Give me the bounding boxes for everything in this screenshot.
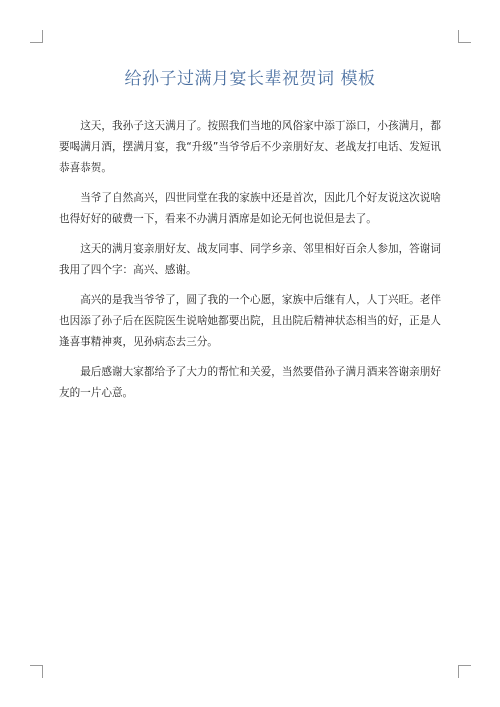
paragraph-5: 最后感谢大家都给予了大力的帮忙和关爱，当然要借孙子满月酒来答谢亲朋好友的一片心意。 (59, 366, 441, 399)
paragraph-4: 高兴的是我当爷爷了，圆了我的一个心愿，家族中后继有人，人丁兴旺。老伴也因添了孙子后在医院医生说啥她都要出院，且出院后精神状态相当的好，正是人逢喜事精神爽，见孙病态去三分。 (59, 294, 441, 348)
paragraph-2: 当爷了自然高兴，四世同堂在我的家族中还是首次，因此几个好友说这次说啥也得好好的破费一下，看来不办满月酒席是如论无何也说但是去了。 (59, 192, 441, 225)
document-title: 给孙子过满月宴长辈祝贺词 模板 (124, 69, 376, 89)
paragraph-1: 这天，我孙子这天满月了。按照我们当地的风俗家中添丁添口，小孩满月，都要喝满月酒，摆满月宴，我“升级”当爷爷后不少亲朋好友、老战友打电话、发短讯恭喜恭贺。 (59, 120, 441, 174)
crop-mark-bottom-right (458, 665, 471, 678)
crop-mark-top-left (30, 30, 43, 43)
paragraph-3: 这天的满月宴亲朋好友、战友同事、同学乡亲、邻里相好百余人参加，答谢词我用了四个字：高兴、感谢。 (59, 243, 441, 276)
crop-mark-bottom-left (30, 665, 43, 678)
crop-mark-top-right (458, 30, 471, 43)
document-body (59, 116, 441, 413)
